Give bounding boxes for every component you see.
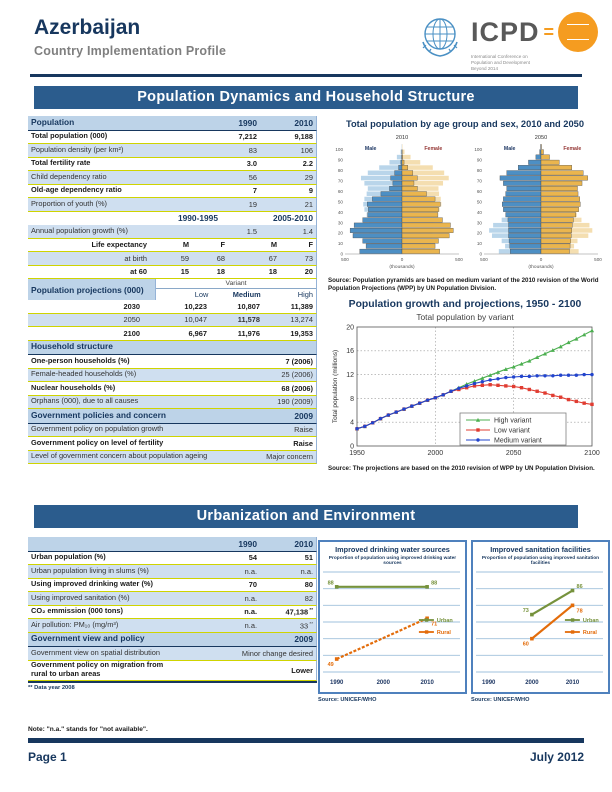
projection-low: 10,047: [184, 315, 207, 325]
row-value: Lower: [291, 665, 313, 675]
drinking-water-chart: [318, 540, 467, 694]
table-row: [28, 198, 317, 212]
svg-text:71: 71: [431, 621, 438, 628]
projection-row: [28, 314, 317, 328]
icpd-tagline: [471, 54, 598, 73]
icpd-tagline-2: Population and Development: [470, 60, 530, 66]
row-label: Child dependency ratio: [31, 171, 107, 181]
variant-columns: [156, 289, 316, 300]
table-row: [28, 225, 317, 239]
svg-text:49: 49: [327, 662, 334, 669]
sanitation-chart-source: Source: UNICEF/WHO: [471, 697, 530, 703]
variant-col-high: High: [297, 290, 313, 299]
value-2010: 2.2: [302, 159, 313, 169]
row-label: Government policy on migration from rural to urban areas: [31, 660, 164, 678]
svg-text:78: 78: [576, 608, 583, 615]
icpd-orange-badge-icon: [558, 12, 598, 52]
svg-text:500: 500: [455, 257, 463, 262]
table-row: [28, 382, 317, 396]
svg-text:88: 88: [431, 580, 438, 587]
urban-table-header: [28, 537, 317, 552]
projection-low: 10,223: [184, 301, 207, 311]
row-label: Population density (per km²): [31, 144, 124, 154]
svg-text:0: 0: [350, 443, 354, 451]
svg-text:(thousands): (thousands): [528, 265, 554, 270]
row-value: 25 (2006): [281, 370, 313, 380]
row-label: at birth: [124, 253, 147, 263]
table-row: [28, 661, 317, 681]
water-chart-subtitle: Proportion of population using improved drinking water sources: [328, 556, 457, 566]
svg-text:0: 0: [539, 257, 543, 262]
row-value: Raise: [294, 425, 313, 435]
row-label: Nuclear households (%): [31, 382, 116, 392]
value-1990: n.a.: [244, 620, 257, 630]
variant-header: [155, 279, 316, 300]
row-value: Minor change desired: [241, 648, 313, 658]
variant-col-low: Low: [194, 290, 209, 299]
col-header-1990: 1990: [238, 117, 257, 128]
value-1990: 3.0: [246, 159, 257, 169]
row-label: Proportion of youth (%): [31, 198, 107, 208]
projection-medium: 11,578: [237, 315, 260, 325]
country-title: Azerbaijan: [34, 16, 141, 39]
svg-text:4: 4: [350, 419, 354, 427]
svg-text:86: 86: [576, 584, 583, 591]
row-label: at 60: [130, 267, 147, 277]
svg-text:40: 40: [337, 209, 343, 215]
svg-text:Male: Male: [364, 146, 377, 152]
value-2010: 80: [304, 580, 313, 590]
sanitation-chart: [471, 540, 610, 694]
life-value: 67: [268, 253, 277, 263]
table-row: [28, 171, 317, 185]
table-row: [28, 396, 317, 410]
life-value: 59: [180, 253, 189, 263]
svg-text:100: 100: [335, 146, 343, 152]
icpd-tagline-1: International Conference on: [470, 54, 528, 59]
water-chart-plot: [320, 566, 465, 693]
svg-text:500: 500: [594, 257, 602, 262]
svg-text:73: 73: [522, 608, 529, 615]
value-2010: n.a.: [300, 566, 313, 576]
row-label: Air pollution: PM₁₀ (mg/m³): [31, 619, 119, 629]
table-row: [28, 158, 317, 172]
gov-policies-header: [28, 409, 317, 424]
pyramid-chart-title: Total population by age group and sex, 2010 and 2050: [346, 119, 584, 129]
value-2010: 29: [304, 172, 313, 182]
row-label: Annual population growth (%): [31, 225, 128, 235]
value-2010: 47,138 **: [285, 607, 313, 617]
value-1990-1995: 1.5: [246, 226, 257, 236]
period-header-row: [28, 212, 317, 226]
table-row: [28, 369, 317, 383]
value-1990: n.a.: [244, 566, 257, 576]
icpd-logo: [471, 12, 598, 73]
projection-year: 2030: [123, 301, 140, 311]
sanitation-chart-subtitle: Proportion of population using improved sanitation facilities: [481, 556, 600, 566]
value-1990: 56: [248, 172, 257, 182]
svg-text:1950: 1950: [349, 450, 365, 457]
svg-text:40: 40: [476, 209, 482, 215]
svg-text:2000: 2000: [376, 680, 390, 686]
value-1990: 7: [252, 186, 257, 196]
table-row: [28, 619, 317, 633]
svg-text:Low variant: Low variant: [494, 427, 530, 435]
svg-text:50: 50: [476, 199, 482, 205]
un-logo-icon: [417, 12, 463, 63]
life-expectancy-header-row: [28, 239, 317, 253]
col-header-1990: 1990: [238, 538, 257, 549]
svg-text:100: 100: [474, 146, 482, 152]
sex-col-header: M: [270, 240, 277, 250]
projections-title: Population projections (000): [31, 284, 144, 295]
sanitation-chart-plot: [473, 566, 608, 693]
svg-text:80: 80: [337, 167, 343, 173]
svg-text:2050: 2050: [534, 135, 548, 141]
table-row: [28, 552, 317, 566]
value-2010: 106: [300, 145, 313, 155]
life-value: 68: [216, 253, 225, 263]
gov-view-title: Government view and policy: [31, 633, 145, 644]
san-plot-svg: [473, 566, 606, 688]
svg-text:Rural: Rural: [436, 630, 451, 637]
section-banner-urbanization: Urbanization and Environment: [34, 505, 578, 528]
projection-row: [28, 327, 317, 341]
row-label: Government policy on level of fertility: [31, 437, 164, 447]
growth-source-note: Source: The projections are based on the 2010 revision of WPP by UN Population Division.: [328, 465, 595, 472]
svg-text:60: 60: [522, 641, 529, 648]
svg-text:90: 90: [476, 157, 482, 163]
water-chart-source: Source: UNICEF/WHO: [318, 697, 377, 703]
svg-text:2000: 2000: [427, 450, 444, 457]
row-value: 190 (2009): [277, 397, 313, 407]
growth-chart-title: Total population by variant: [416, 312, 514, 322]
table-row: [28, 424, 317, 438]
life-value: 15: [180, 267, 189, 277]
row-label: Female-headed households (%): [31, 369, 137, 379]
population-tables: [28, 116, 317, 464]
svg-text:20: 20: [337, 230, 343, 236]
svg-text:60: 60: [476, 188, 482, 194]
projection-high: 13,274: [290, 315, 313, 325]
svg-text:30: 30: [337, 220, 343, 226]
svg-text:2000: 2000: [525, 680, 539, 686]
value-2010: 33 **: [299, 620, 313, 630]
sex-col-header: F: [308, 240, 313, 250]
svg-text:High variant: High variant: [494, 417, 532, 425]
row-label: Total fertility rate: [31, 158, 91, 168]
svg-text:500: 500: [341, 257, 349, 262]
period-1990-1995: 1990-1995: [177, 213, 218, 224]
table-bottom-rule: [28, 681, 317, 683]
table-row: [28, 647, 317, 661]
row-label: Life expectancy: [91, 240, 147, 250]
projection-year: 2050: [123, 315, 140, 325]
svg-text:1990: 1990: [482, 680, 496, 686]
row-value: Major concern: [266, 452, 313, 462]
svg-text:Rural: Rural: [582, 630, 597, 637]
svg-text:2010: 2010: [565, 680, 580, 686]
value-1990: n.a.: [244, 607, 257, 617]
life-value: 20: [304, 267, 313, 277]
page-number: Page 1: [28, 750, 67, 764]
row-label: Level of government concern about population ageing: [31, 451, 208, 461]
value-1990: 83: [248, 145, 257, 155]
variant-col-medium: Medium: [232, 290, 261, 299]
data-year-asterisk: **: [308, 620, 313, 626]
row-label: CO₂ emmission (000 tons): [31, 606, 123, 616]
sanitation-chart-title: Improved sanitation facilities: [490, 545, 591, 554]
row-label: Government view on spatial distribution: [31, 647, 160, 657]
row-label: Using improved drinking water (%): [31, 579, 153, 589]
population-pyramid-2050: [469, 131, 602, 273]
svg-text:0: 0: [400, 257, 404, 262]
svg-text:16: 16: [346, 348, 354, 356]
svg-text:70: 70: [476, 178, 482, 184]
period-2005-2010: 2005-2010: [272, 213, 313, 224]
table-row: [28, 451, 317, 465]
svg-text:0: 0: [479, 251, 482, 257]
header-rule: [30, 74, 582, 77]
icpd-logo-text: ICPD: [470, 16, 540, 47]
svg-text:90: 90: [337, 157, 343, 163]
footer-rule: [28, 738, 584, 743]
svg-text:10: 10: [337, 241, 343, 247]
value-1990: 70: [248, 580, 257, 590]
publication-date: July 2012: [529, 750, 584, 764]
svg-text:Medium variant: Medium variant: [494, 437, 542, 445]
value-2010: 9: [308, 186, 313, 196]
svg-text:12: 12: [346, 372, 354, 379]
row-label: Orphans (000), due to all causes: [31, 396, 139, 406]
variant-label: Variant: [156, 279, 316, 289]
row-value: 68 (2006): [281, 383, 313, 393]
projections-header: [28, 279, 317, 300]
value-2010: 9,188: [294, 132, 313, 142]
household-header: [28, 341, 317, 356]
gov-view-header: [28, 633, 317, 648]
table-row: [28, 592, 317, 606]
section-banner-population: Population Dynamics and Household Structure: [34, 86, 578, 109]
sex-col-header: M: [182, 240, 189, 250]
svg-text:20: 20: [346, 324, 354, 332]
icpd-equals-sign: =: [543, 21, 554, 42]
projection-medium: 11,976: [237, 328, 260, 338]
svg-text:88: 88: [327, 580, 334, 587]
growth-chart-header: Population growth and projections, 1950 - 2100: [348, 299, 582, 310]
col-header-2010: 2010: [294, 117, 313, 128]
svg-text:10: 10: [476, 241, 482, 247]
population-pyramid-2010: [330, 131, 463, 273]
header-titles: [34, 16, 226, 58]
gov-policies-year: 2009: [294, 410, 313, 421]
urbanization-table: [28, 537, 317, 691]
svg-text:70: 70: [337, 178, 343, 184]
svg-text:Urban: Urban: [582, 618, 599, 625]
life-value: 73: [304, 253, 313, 263]
growth-chart: [330, 321, 600, 468]
table-row: [28, 185, 317, 199]
table-row: [28, 579, 317, 593]
svg-text:1990: 1990: [330, 680, 344, 686]
table-row: [28, 565, 317, 579]
life-value: 18: [268, 267, 277, 277]
row-label: Urban population living in slums (%): [31, 565, 149, 575]
value-1990: 7,212: [238, 132, 257, 142]
svg-text:50: 50: [337, 199, 343, 205]
svg-text:Male: Male: [503, 146, 516, 152]
gov-view-year: 2009: [294, 634, 313, 645]
row-label: Urban population (%): [31, 552, 106, 562]
value-2010: 51: [304, 553, 313, 563]
value-2010: 82: [304, 593, 313, 603]
value-1990: 19: [248, 199, 257, 209]
population-pyramids: [330, 131, 602, 273]
value-2010: 21: [304, 199, 313, 209]
svg-text:2100: 2100: [584, 450, 600, 457]
svg-text:Female: Female: [563, 146, 582, 152]
svg-text:Urban: Urban: [436, 618, 453, 625]
svg-text:2010: 2010: [395, 135, 409, 141]
icpd-tagline-3: Beyond 2014: [470, 66, 499, 72]
svg-text:Female: Female: [424, 146, 443, 152]
pyramid-source-note: Source: Population pyramids are based on medium variant of the 2010 revision of the World Population Projections (WPP) by UN Population Division.: [328, 277, 599, 293]
value-1990: n.a.: [244, 593, 257, 603]
projection-row: [28, 300, 317, 314]
header-logos: [417, 12, 598, 73]
row-label: Using improved sanitation (%): [31, 592, 130, 602]
row-label: Old-age dependency ratio: [31, 185, 122, 195]
table-row: [28, 437, 317, 451]
table-row: [28, 266, 317, 280]
svg-text:2010: 2010: [420, 680, 434, 686]
svg-text:30: 30: [476, 220, 482, 226]
svg-text:20: 20: [476, 230, 482, 236]
water-plot-svg: [320, 566, 463, 688]
population-table-header: [28, 116, 317, 131]
table-row: [28, 144, 317, 158]
table-row: [28, 355, 317, 369]
svg-text:60: 60: [337, 188, 343, 194]
projection-low: 6,967: [188, 328, 207, 338]
water-chart-title: Improved drinking water sources: [335, 545, 450, 554]
population-table-title: Population: [31, 116, 75, 127]
data-year-footnote: ** Data year 2008: [28, 684, 75, 691]
svg-text:80: 80: [476, 167, 482, 173]
gov-policies-title: Government policies and concern: [31, 409, 166, 420]
col-header-2010: 2010: [294, 538, 313, 549]
svg-text:500: 500: [480, 257, 488, 262]
household-title: Household structure: [31, 341, 113, 352]
svg-text:0: 0: [340, 251, 343, 257]
table-row: [28, 131, 317, 145]
value-2005-2010: 1.4: [302, 226, 313, 236]
projection-medium: 10,807: [237, 301, 260, 311]
row-label: Government policy on population growth: [31, 424, 164, 434]
table-row: [28, 252, 317, 266]
page-subtitle: Country Implementation Profile: [34, 44, 227, 58]
row-label: One-person households (%): [31, 355, 130, 365]
table-row: [28, 606, 317, 620]
svg-text:8: 8: [350, 395, 354, 403]
svg-text:2050: 2050: [505, 450, 522, 457]
row-value: Raise: [293, 438, 313, 448]
life-value: 18: [216, 267, 225, 277]
na-note: Note: "n.a." stands for "not available".: [28, 726, 148, 733]
projection-high: 19,353: [290, 328, 313, 338]
value-1990: 54: [248, 553, 257, 563]
sex-col-header: F: [220, 240, 225, 250]
projection-high: 11,389: [290, 301, 313, 311]
projection-year: 2100: [123, 328, 140, 338]
svg-text:Total population (millions): Total population (millions): [332, 349, 339, 424]
row-value: 7 (2006): [285, 356, 313, 366]
growth-chart-svg: [330, 321, 600, 463]
svg-text:(thousands): (thousands): [389, 265, 415, 270]
row-label: Total population (000): [31, 131, 108, 141]
data-year-asterisk: **: [308, 607, 313, 613]
